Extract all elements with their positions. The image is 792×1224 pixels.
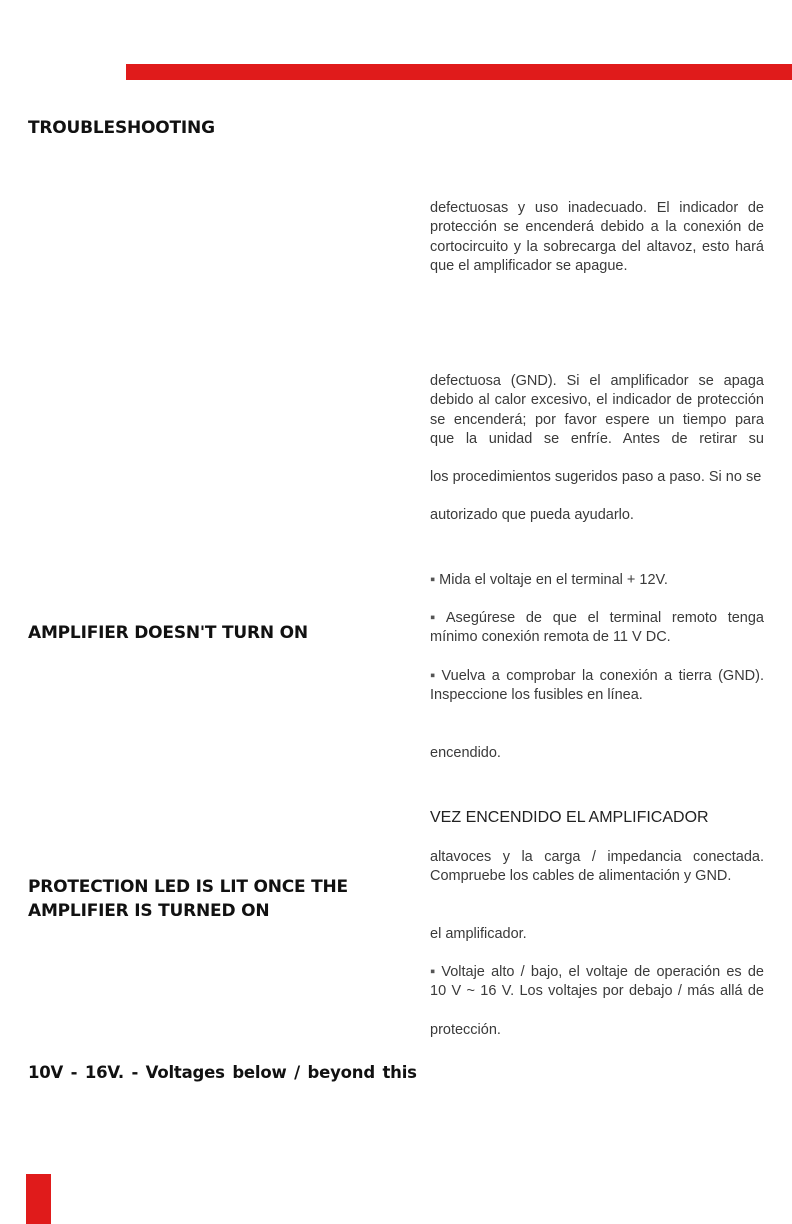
line-autorizado: autorizado que pueda ayudarlo.	[430, 507, 634, 523]
voltages-heading: 10V - 16V. - Voltages below / beyond this	[28, 1063, 417, 1082]
bullet-icon: ▪	[430, 572, 436, 588]
amplifier-doesnt-turn-on-heading: AMPLIFIER DOESN'T TURN ON	[28, 623, 308, 643]
bullet-operating-voltage: ▪ Voltaje alto / bajo, el voltaje de operación es de 10 V ~ 16 V. Los voltajes por debajo / más allá de	[430, 964, 765, 1000]
line-el-amplificador: el amplificador.	[430, 926, 527, 942]
bullet-icon: ▪	[430, 610, 442, 626]
paragraph-protection-indicator: defectuosas y uso inadecuado. El indicador de protección se encenderá debido a la conexión de cortocircuito y la sobrecarga del altavoz, esto hará que el amplificador se apague.	[430, 200, 764, 274]
paragraph-speakers-load: altavoces y la carga / impedancia conectada. Compruebe los cables de alimentación y GND.	[430, 849, 764, 885]
line-proteccion: protección.	[430, 1022, 501, 1038]
line-procedimientos: los procedimientos sugeridos paso a paso. Si no se	[430, 469, 762, 485]
line-encendido: encendido.	[430, 745, 501, 761]
bullet-icon: ▪	[430, 668, 438, 684]
bottom-accent-tab	[26, 1174, 51, 1224]
bullet-measure-voltage: ▪ Mida el voltaje en el terminal + 12V.	[430, 572, 668, 588]
bullet-remote-terminal: ▪ Asegúrese de que el terminal remoto tenga mínimo conexión remota de 11 V DC.	[430, 610, 764, 646]
bullet-icon: ▪	[430, 964, 438, 980]
top-accent-bar	[126, 64, 792, 80]
bullet-ground-connection: ▪ Vuelva a comprobar la conexión a tierra (GND). Inspeccione los fusibles en línea.	[430, 668, 764, 704]
troubleshooting-heading: TROUBLESHOOTING	[28, 118, 215, 138]
protection-subheading-es: VEZ ENCENDIDO EL AMPLIFICADOR	[430, 809, 709, 826]
protection-led-heading: PROTECTION LED IS LIT ONCE THE AMPLIFIER IS TURNED ON	[28, 877, 348, 921]
paragraph-excessive-heat: defectuosa (GND). Si el amplificador se apaga debido al calor excesivo, el indicador de protección se encenderá; por favor espere un tiempo para que la unidad se enfríe. Antes de retirar su	[430, 373, 764, 447]
